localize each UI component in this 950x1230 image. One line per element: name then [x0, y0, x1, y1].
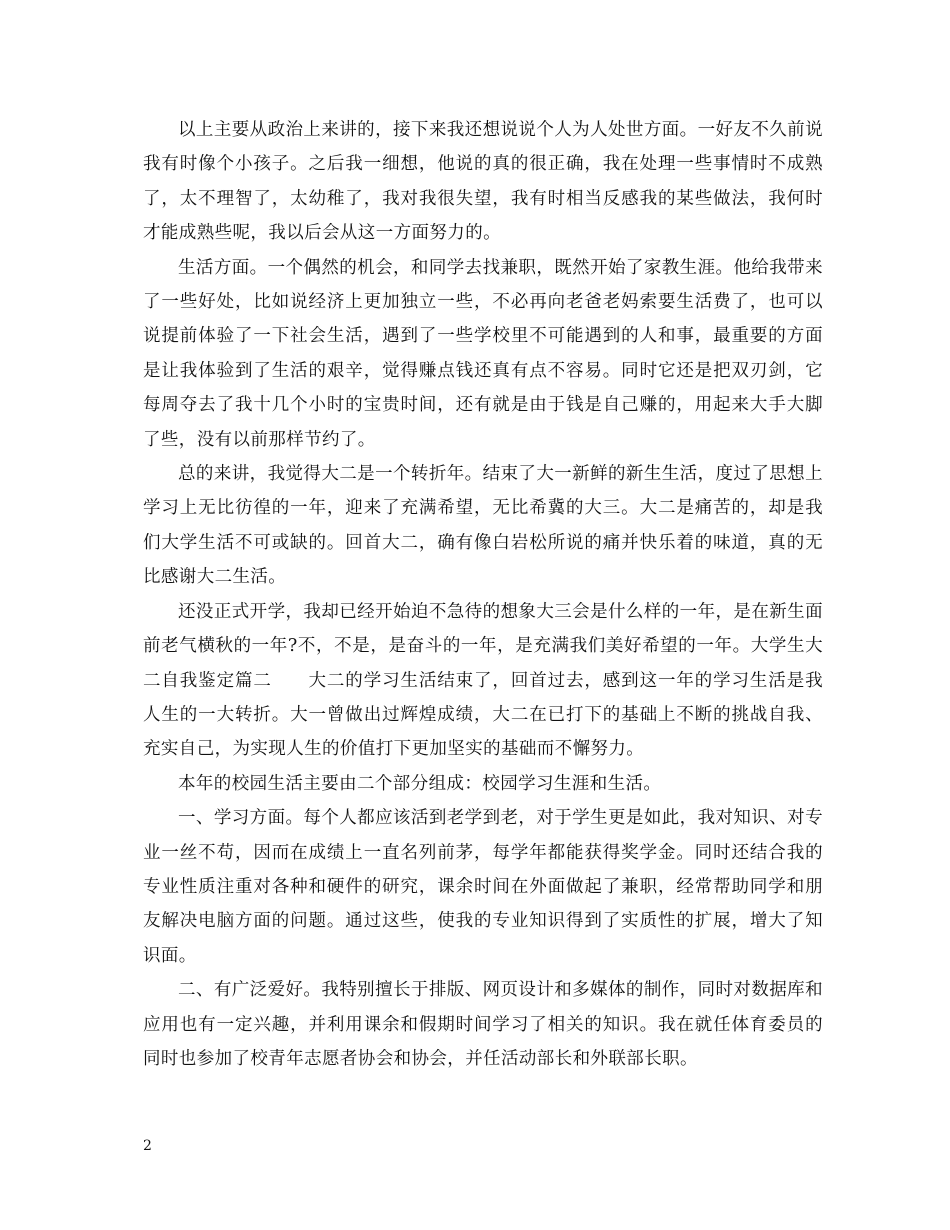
paragraph-campus-life: 本年的校园生活主要由二个部分组成：校园学习生涯和生活。 — [178, 773, 662, 794]
paragraph-life-aspects: 生活方面。一个偶然的机会，和同学去找兼职，既然开始了家教生涯。他给我带来了一些好处，比如说经济上更加独立一些，不必再向老爸老妈索要生活费了，也可以说提前体验了一下社会生活，遇到了一些学校里不可能遇到的人和事，最重要的方面是让我体验到了生活的艰辛，觉得赚点钱还真有点不容易。同时它还是把双刃剑，它每周夺去了我十几个小时的宝贵时间，还有就是由于钱是自己赚的，用起来大手大脚了些，没有以前那样节约了。 — [143, 257, 823, 450]
paragraph-summary: 总的来讲，我觉得大二是一个转折年。结束了大一新鲜的新生生活，度过了思想上学习上无比彷徨的一年，迎来了充满希望，无比希冀的大三。大二是痛苦的，却是我们大学生活不可或缺的。回首大二，确有像白岩松所说的痛并快乐着的味道，真的无比感谢大二生活。 — [143, 464, 823, 588]
paragraph-personal-conduct: 以上主要从政治上来讲的，接下来我还想说说个人为人处世方面。一好友不久前说我有时像个小孩子。之后我一细想，他说的真的很正确，我在处理一些事情时不成熟了，太不理智了，太幼稚了，我对我很失望，我有时相当反感我的某些做法，我何时才能成熟些呢，我以后会从这一方面努力的。 — [143, 120, 823, 244]
paragraph-hobbies: 二、有广泛爱好。我特别擅长于排版、网页设计和多媒体的制作，同时对数据库和应用也有一定兴趣，并利用课余和假期时间学习了相关的知识。我在就任体育委员的同时也参加了校青年志愿者协会和协会，并任活动部长和外联部长职。 — [143, 980, 823, 1069]
document-body — [143, 113, 823, 1076]
paragraph-study: 一、学习方面。每个人都应该活到老学到老，对于学生更是如此，我对知识、对专业一丝不苟，因而在成绩上一直名列前茅，每学年都能获得奖学金。同时还结合我的专业性质注重对各种和硬件的研究，课余时间在外面做起了兼职，经常帮助同学和朋友解决电脑方面的问题。通过这些，使我的专业知识得到了实质性的扩展，增大了知识面。 — [143, 808, 823, 966]
page-number: 2 — [143, 1138, 152, 1154]
paragraph-looking-ahead: 还没正式开学，我却已经开始迫不急待的想象大三会是什么样的一年，是在新生面前老气横秋的一年?不，不是，是奋斗的一年，是充满我们美好希望的一年。大学生大二自我鉴定篇二 大二的学习生活结束了，回首过去，感到这一年的学习生活是我人生的一大转折。大一曾做出过辉煌成绩，大二在已打下的基础上不断的挑战自我、充实自己，为实现人生的价值打下更加坚实的基础而不懈努力。 — [143, 601, 823, 760]
